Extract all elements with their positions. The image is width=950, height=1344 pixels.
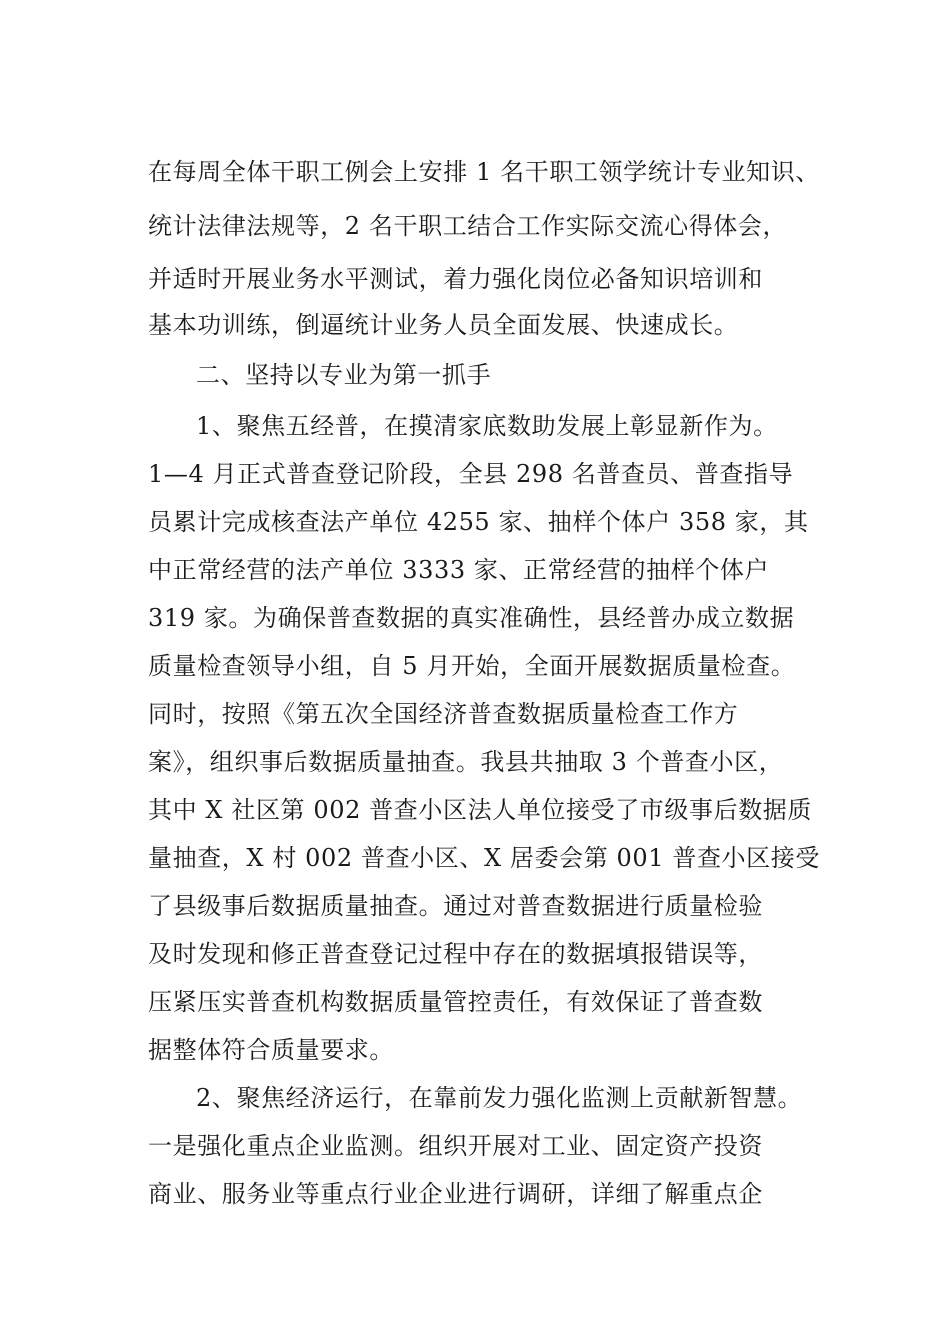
body-text-line: 质量检查领导小组，自 5 月开始，全面开展数据质量检查。 xyxy=(148,652,796,680)
body-text-line: 并适时开展业务水平测试，着力强化岗位必备知识培训和 xyxy=(148,265,763,293)
body-text-line: 统计法律法规等，2 名干职工结合工作实际交流心得体会， xyxy=(148,212,788,240)
body-text-line: 据整体符合质量要求。 xyxy=(148,1036,394,1064)
body-text-line: 一是强化重点企业监测。组织开展对工业、固定资产投资 xyxy=(148,1132,763,1160)
body-text-line: 案》，组织事后数据质量抽查。我县共抽取 3 个普查小区， xyxy=(148,748,784,776)
body-text-line: 同时，按照《第五次全国经济普查数据质量检查工作方 xyxy=(148,700,739,728)
body-text-line: 量抽查，X 村 002 普查小区、X 居委会第 001 普查小区接受 xyxy=(148,844,820,872)
body-text-line: 了县级事后数据质量抽查。通过对普查数据进行质量检验 xyxy=(148,892,763,920)
paragraph-heading: 2、聚焦经济运行，在靠前发力强化监测上贡献新智慧。 xyxy=(196,1084,803,1112)
body-text-line: 其中 X 社区第 002 普查小区法人单位接受了市级事后数据质 xyxy=(148,796,813,824)
body-text-line: 压紧压实普查机构数据质量管控责任，有效保证了普查数 xyxy=(148,988,763,1016)
body-text-line: 员累计完成核查法产单位 4255 家、抽样个体户 358 家，其 xyxy=(148,508,809,536)
body-text-line: 及时发现和修正普查登记过程中存在的数据填报错误等， xyxy=(148,940,763,968)
body-text-line: 商业、服务业等重点行业企业进行调研，详细了解重点企 xyxy=(148,1180,763,1208)
paragraph-heading: 1、聚焦五经普，在摸清家底数助发展上彰显新作为。 xyxy=(196,412,778,440)
body-text-line: 319 家。为确保普查数据的真实准确性，县经普办成立数据 xyxy=(148,604,795,632)
section-heading: 二、坚持以专业为第一抓手 xyxy=(196,361,492,389)
body-text-line: 中正常经营的法产单位 3333 家、正常经营的抽样个体户 xyxy=(148,556,770,584)
body-text-line: 基本功训练，倒逼统计业务人员全面发展、快速成长。 xyxy=(148,311,739,339)
body-text-line: 在每周全体干职工例会上安排 1 名干职工领学统计专业知识、 xyxy=(148,158,820,186)
body-text-line: 1—4 月正式普查登记阶段，全县 298 名普查员、普查指导 xyxy=(148,460,794,488)
